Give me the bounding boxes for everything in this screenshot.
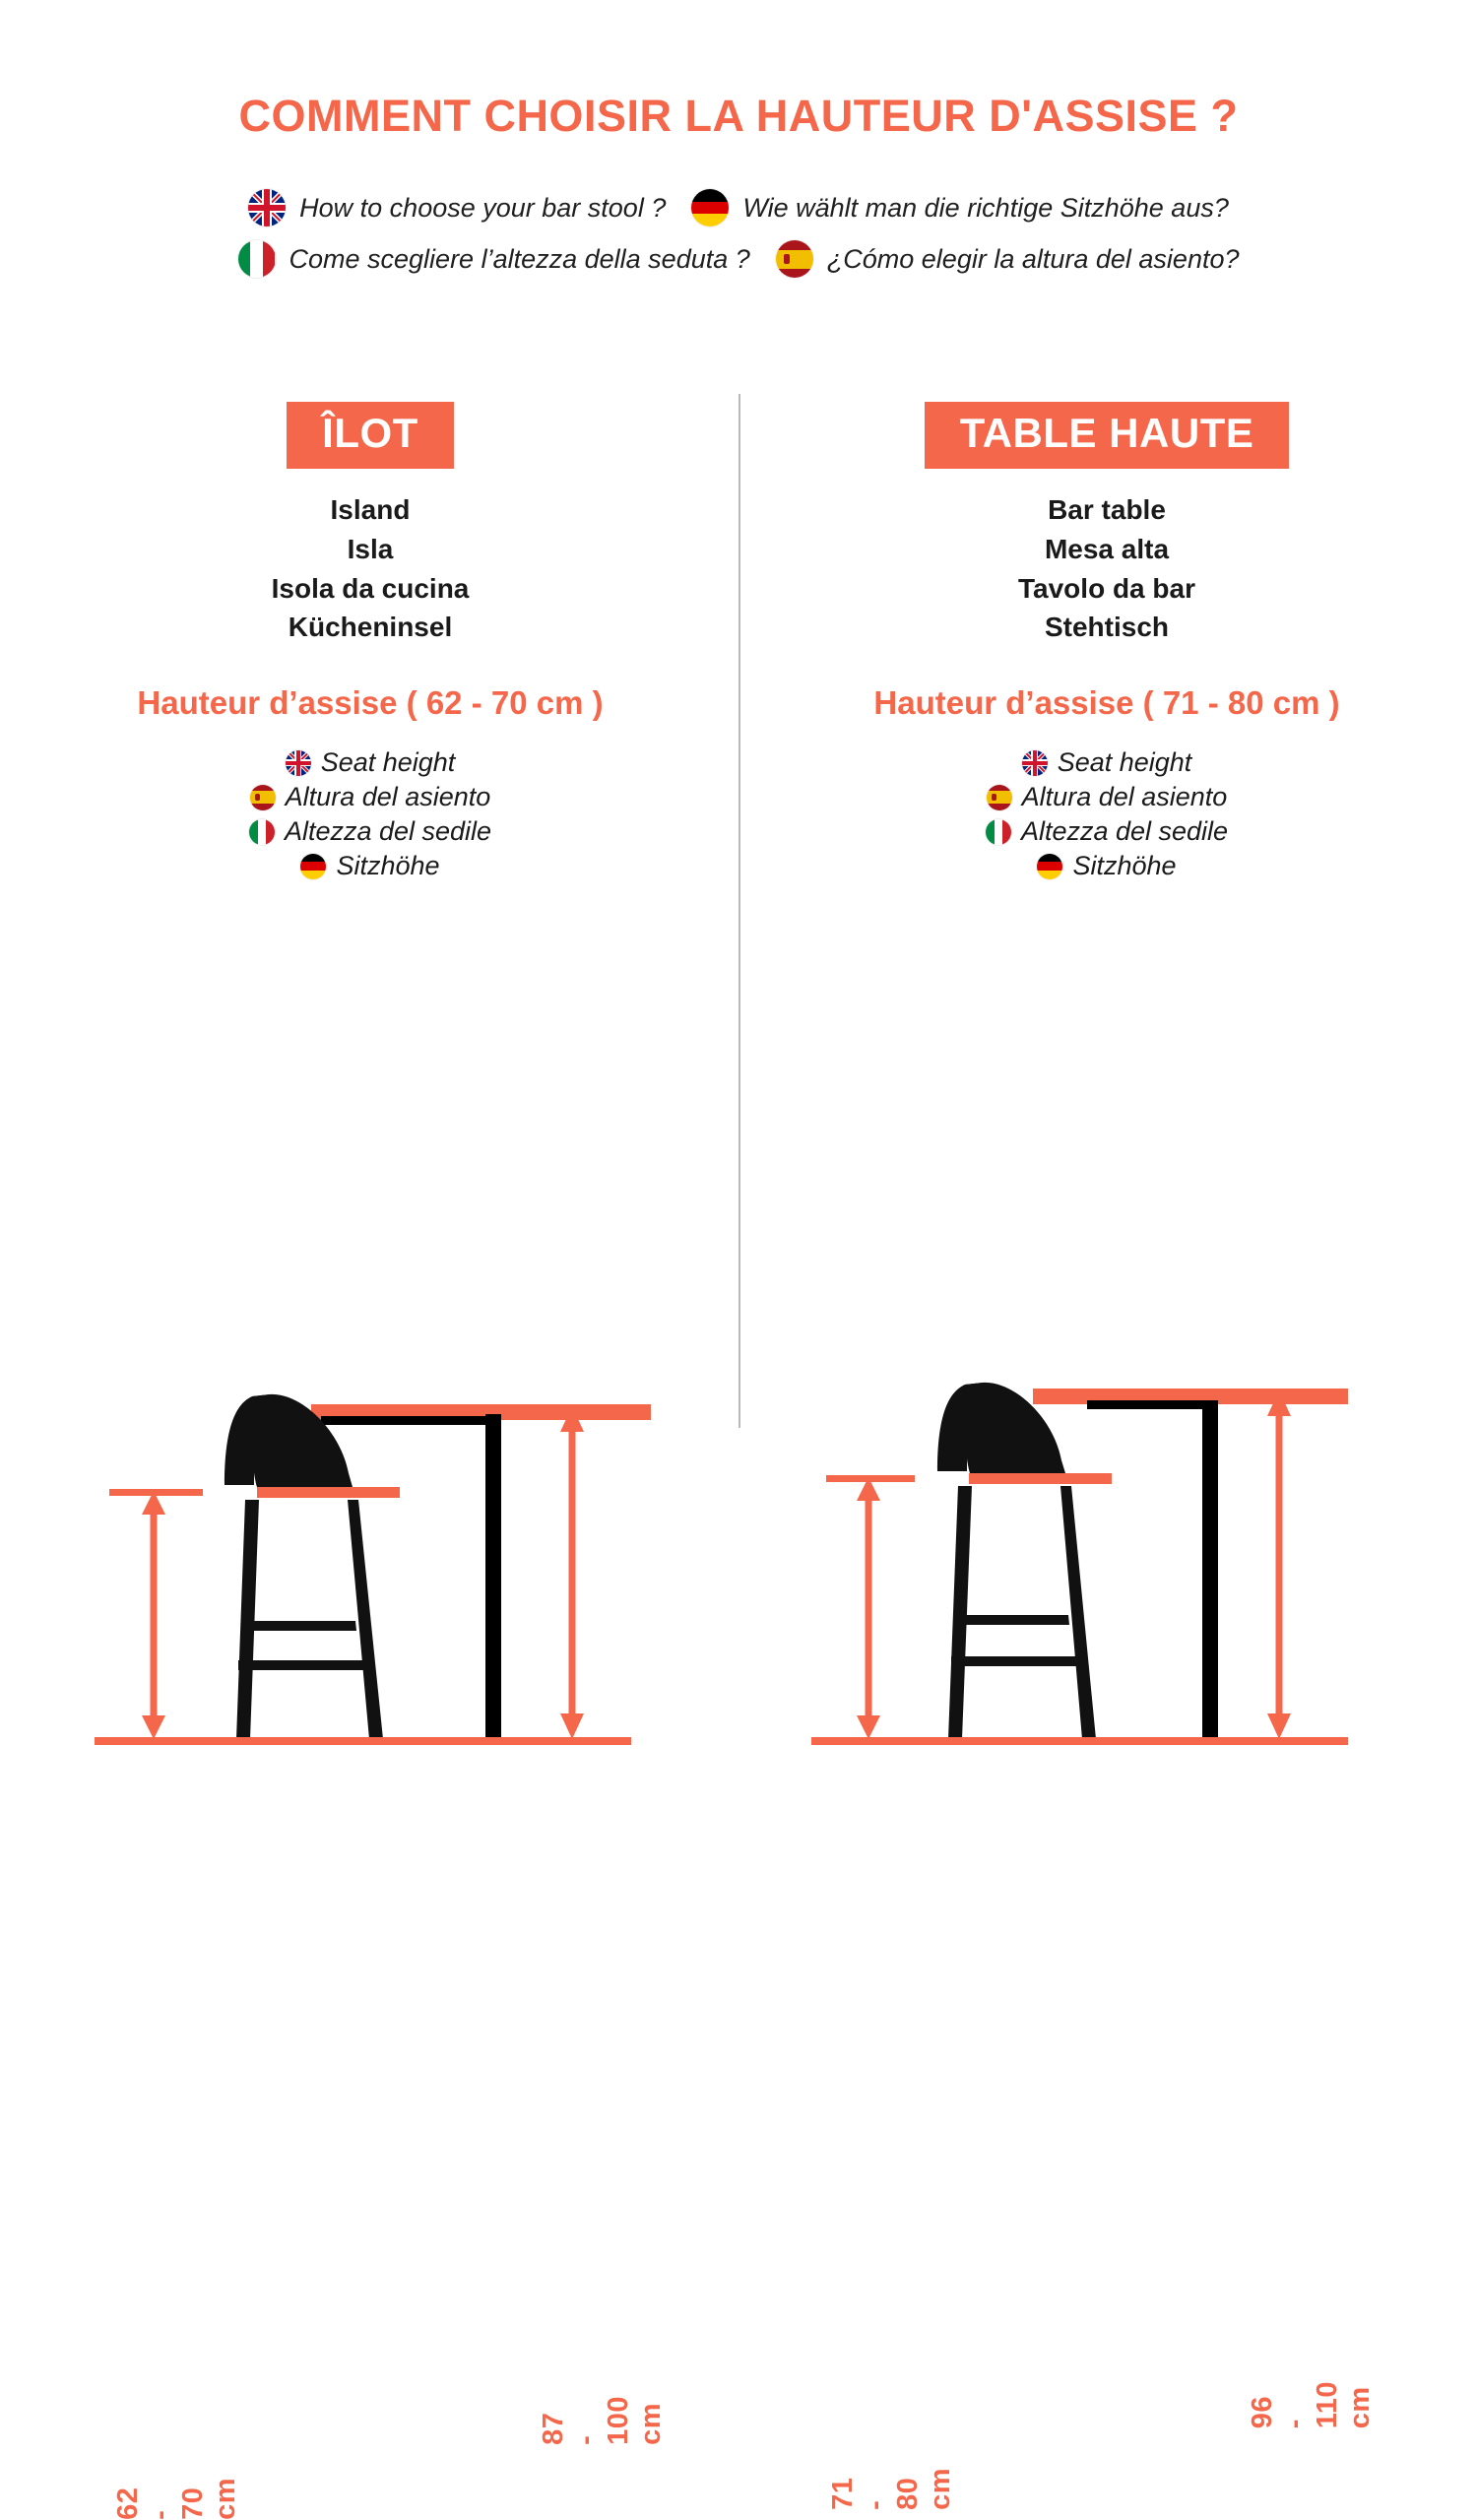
- legend-row-it: [249, 816, 491, 847]
- floor-line: [811, 1737, 1348, 1745]
- germany-flag-icon: [1037, 854, 1062, 879]
- seat-height-label-bar-table: Hauteur d’assise ( 71 - 80 cm ): [873, 684, 1340, 722]
- column-badge-island: ÎLOT: [287, 402, 454, 469]
- subtitle-row-2: [0, 240, 1477, 278]
- germany-flag-icon: [691, 189, 729, 226]
- spain-flag-icon: [250, 785, 276, 810]
- legend-text-de: Sitzhöhe: [1072, 851, 1177, 881]
- subtitle-text-de: Wie wählt man die richtige Sitzhöhe aus?: [742, 192, 1229, 223]
- table-arrow-down: [1267, 1713, 1291, 1739]
- name-de: Stehtisch: [1044, 612, 1170, 643]
- legend-row-it: [986, 816, 1228, 847]
- column-names-island: [6, 490, 735, 647]
- floor-line: [95, 1737, 631, 1745]
- name-it: Tavolo da bar: [1018, 572, 1195, 604]
- legend-island: [6, 747, 735, 881]
- seat-dimension-label-island: 62 - 70 cm: [112, 2478, 241, 2520]
- stool-leg-front-left: [948, 1486, 972, 1739]
- name-en: Bar table: [1048, 494, 1166, 526]
- counter-dimension-label-island: 87 - 100 cm: [538, 2396, 667, 2445]
- spain-flag-icon: [776, 240, 813, 278]
- uk-flag-icon: [248, 189, 286, 226]
- name-es: Isla: [347, 533, 394, 564]
- subtitle-block: [0, 189, 1477, 291]
- subtitle-item-en: [248, 189, 666, 226]
- legend-row-en: [1022, 747, 1192, 778]
- stool-footrest-upper: [956, 1615, 1069, 1625]
- subtitle-item-de: [691, 189, 1229, 226]
- counter-leg: [485, 1414, 501, 1739]
- column-island: [6, 402, 735, 2520]
- bar-table-figure-svg: [742, 1377, 1471, 1790]
- legend-text-es: Altura del asiento: [285, 782, 491, 812]
- seat-line: [969, 1473, 1112, 1484]
- subtitle-text-en: How to choose your bar stool ?: [299, 192, 667, 223]
- stool-leg-front-left: [236, 1500, 259, 1739]
- spain-flag-icon: [987, 785, 1012, 810]
- stool-leg-front-right: [1060, 1486, 1096, 1739]
- stool-footrest-upper: [243, 1621, 356, 1631]
- name-en: Island: [330, 494, 411, 526]
- counter-underside: [321, 1416, 493, 1425]
- legend-row-es: [987, 782, 1228, 812]
- seat-height-tick: [109, 1489, 203, 1496]
- diagram-island: [6, 1377, 735, 2520]
- page-title: COMMENT CHOISIR LA HAUTEUR D'ASSISE ?: [238, 91, 1239, 141]
- uk-flag-icon: [286, 750, 311, 776]
- legend-text-it: Altezza del sedile: [284, 816, 492, 847]
- counter-arrow-down: [560, 1713, 584, 1739]
- column-divider: [738, 394, 740, 1428]
- subtitle-text-it: Come scegliere l’altezza della seduta ?: [289, 243, 750, 274]
- legend-row-de: [1037, 851, 1176, 881]
- table-dimension-label-bar-table: 96 - 110 cm: [1247, 2381, 1376, 2429]
- name-de: Kücheninsel: [288, 612, 453, 643]
- table-underside: [1087, 1400, 1210, 1409]
- column-bar-table: [742, 402, 1471, 2510]
- column-names-bar-table: [742, 490, 1471, 647]
- seat-line: [257, 1487, 400, 1498]
- seat-height-label-island: Hauteur d’assise ( 62 - 70 cm ): [137, 684, 604, 722]
- subtitle-text-es: ¿Cómo elegir la altura del asiento?: [826, 243, 1240, 274]
- legend-row-es: [250, 782, 491, 812]
- legend-bar-table: [742, 747, 1471, 881]
- legend-row-de: [300, 851, 439, 881]
- germany-flag-icon: [300, 854, 326, 879]
- column-badge-bar-table: TABLE HAUTE: [925, 402, 1290, 469]
- island-figure-svg: [6, 1377, 735, 1790]
- seat-arrow-down: [857, 1715, 880, 1739]
- subtitle-item-es: [776, 240, 1240, 278]
- stool-footrest-lower: [238, 1660, 363, 1670]
- legend-row-en: [286, 747, 456, 778]
- uk-flag-icon: [1022, 750, 1048, 776]
- seat-height-tick: [826, 1475, 915, 1482]
- name-it: Isola da cucina: [271, 572, 470, 604]
- stool-leg-front-right: [348, 1500, 383, 1739]
- subtitle-item-it: [238, 240, 750, 278]
- stool-footrest-lower: [951, 1656, 1076, 1666]
- legend-text-es: Altura del asiento: [1021, 782, 1228, 812]
- seat-dimension-label-bar-table: 71 - 80 cm: [827, 2468, 956, 2510]
- legend-text-en: Seat height: [320, 747, 456, 778]
- italy-flag-icon: [249, 819, 275, 845]
- table-leg: [1202, 1400, 1218, 1739]
- italy-flag-icon: [238, 240, 276, 278]
- subtitle-row-1: [0, 189, 1477, 226]
- name-es: Mesa alta: [1044, 533, 1170, 564]
- diagram-bar-table: [742, 1377, 1471, 2510]
- legend-text-de: Sitzhöhe: [336, 851, 440, 881]
- legend-text-it: Altezza del sedile: [1020, 816, 1229, 847]
- legend-text-en: Seat height: [1057, 747, 1192, 778]
- italy-flag-icon: [986, 819, 1011, 845]
- seat-arrow-down: [142, 1715, 165, 1739]
